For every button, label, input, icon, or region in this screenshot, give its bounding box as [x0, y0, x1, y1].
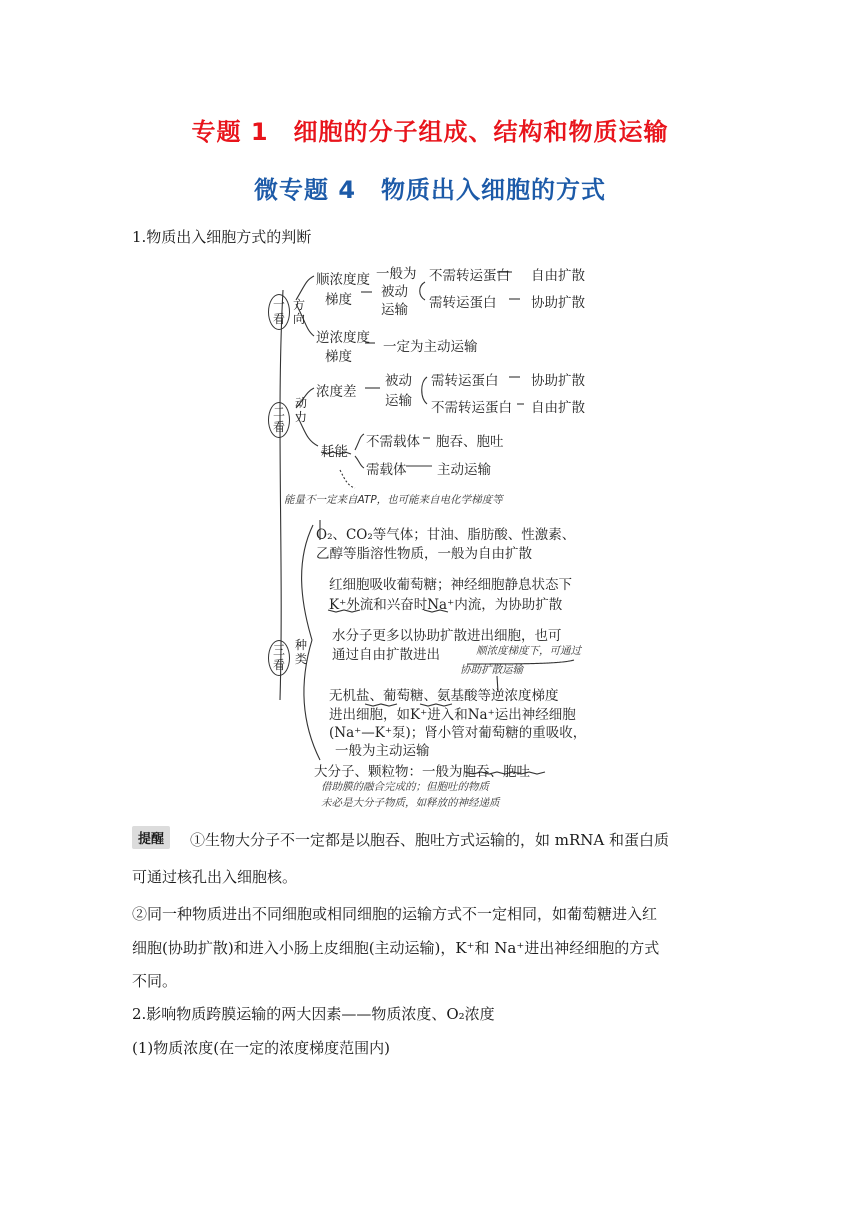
item4-l1: 无机盐、葡萄糖、氨基酸等逆浓度梯度 [329, 688, 559, 704]
item3-l2: 通过自由扩散进出 [332, 647, 440, 663]
active-1: 一定为主动运输 [383, 339, 478, 355]
look2-circle: 二看 [268, 402, 290, 438]
conc-diff: 浓度差 [316, 384, 357, 400]
downhill-l1: 顺浓度度 [316, 272, 370, 288]
tip-p2-l2: 细胞(协助扩散)和进入小肠上皮细胞(主动运输)，K⁺和 Na⁺进出神经细胞的方式 [132, 939, 660, 957]
section-title: 微专题 4 物质出入细胞的方式 [253, 176, 607, 204]
item3-note-l2: 协助扩散运输 [460, 664, 523, 676]
item2-l2: K⁺外流和兴奋时Na⁺内流，为协助扩散 [329, 597, 563, 613]
item5-note-l1: 借助膜的融合完成的；但胞吐的物质 [321, 781, 489, 793]
look2-side: 动力 [294, 396, 307, 424]
tip-p2-l3: 不同。 [132, 972, 178, 990]
item4-l2: 进出细胞，如K⁺进入和Na⁺运出神经细胞 [329, 707, 576, 723]
item3-l1: 水分子更多以协助扩散进出细胞，也可 [332, 628, 562, 644]
facilitated-1: 协助扩散 [531, 295, 585, 311]
uphill-l1: 逆浓度度 [316, 330, 370, 346]
item5-note-l2: 未必是大分子物质，如释放的神经递质 [321, 797, 500, 809]
need-protein-2: 需转运蛋白 [431, 373, 499, 389]
free-diffusion-1: 自由扩散 [531, 268, 585, 284]
item4-l4: 一般为主动运输 [335, 743, 430, 759]
item4-l3: (Na⁺—K⁺泵)；肾小管对葡萄糖的重吸收， [329, 725, 587, 741]
active-2: 主动运输 [437, 462, 491, 478]
need-protein-1: 需转运蛋白 [429, 295, 497, 311]
chapter-title: 专题 1 细胞的分子组成、结构和物质运输 [191, 118, 669, 146]
passive2-l1: 被动 [385, 373, 412, 389]
tip-p2-l1: ②同一种物质进出不同细胞或相同细胞的运输方式不一定相同，如葡萄糖进入红 [132, 905, 658, 923]
no-protein-2: 不需转运蛋白 [431, 400, 512, 416]
passive-l3: 运输 [381, 302, 408, 318]
look1-side: 方向 [292, 298, 305, 326]
downhill-l2: 梯度 [325, 292, 352, 308]
look1-circle: 一看 [268, 294, 290, 330]
tip-p1-l2: 可通过核孔出入细胞核。 [132, 868, 298, 886]
energy: 耗能 [321, 444, 348, 460]
item5-l1: 大分子、颗粒物：一般为胞吞、胞吐 [314, 764, 530, 780]
no-carrier: 不需载体 [366, 434, 420, 450]
item2-l1: 红细胞吸收葡萄糖；神经细胞静息状态下 [329, 577, 572, 593]
look3-side: 种类 [294, 638, 307, 666]
tip-p1-l1: ①生物大分子不一定都是以胞吞、胞吐方式运输的，如 mRNA 和蛋白质 [190, 831, 670, 849]
free-diffusion-2: 自由扩散 [531, 400, 585, 416]
uphill-l2: 梯度 [325, 349, 352, 365]
heading-2: 2.影响物质跨膜运输的两大因素——物质浓度、O₂浓度 [132, 1005, 495, 1023]
need-carrier: 需载体 [366, 462, 407, 478]
look3-circle: 三看 [268, 640, 290, 676]
no-protein-1: 不需转运蛋白 [429, 268, 510, 284]
tip-badge: 提醒 [132, 826, 170, 849]
endo-exo-2: 胞吞、胞吐 [436, 434, 504, 450]
subheading-2-1: (1)物质浓度(在一定的浓度梯度范围内) [132, 1039, 390, 1057]
item3-note-l1: 顺浓度梯度下，可通过 [476, 645, 581, 657]
facilitated-2: 协助扩散 [531, 373, 585, 389]
energy-note: 能量不一定来自ATP，也可能来自电化学梯度等 [284, 494, 503, 506]
item1-l2: 乙醇等脂溶性物质，一般为自由扩散 [316, 546, 532, 562]
passive2-l2: 运输 [385, 393, 412, 409]
item1-l1: O₂、CO₂等气体；甘油、脂肪酸、性激素、 [316, 527, 576, 543]
passive-l1: 一般为 [376, 266, 417, 282]
heading-1: 1.物质出入细胞方式的判断 [132, 228, 312, 246]
passive-l2: 被动 [381, 284, 408, 300]
